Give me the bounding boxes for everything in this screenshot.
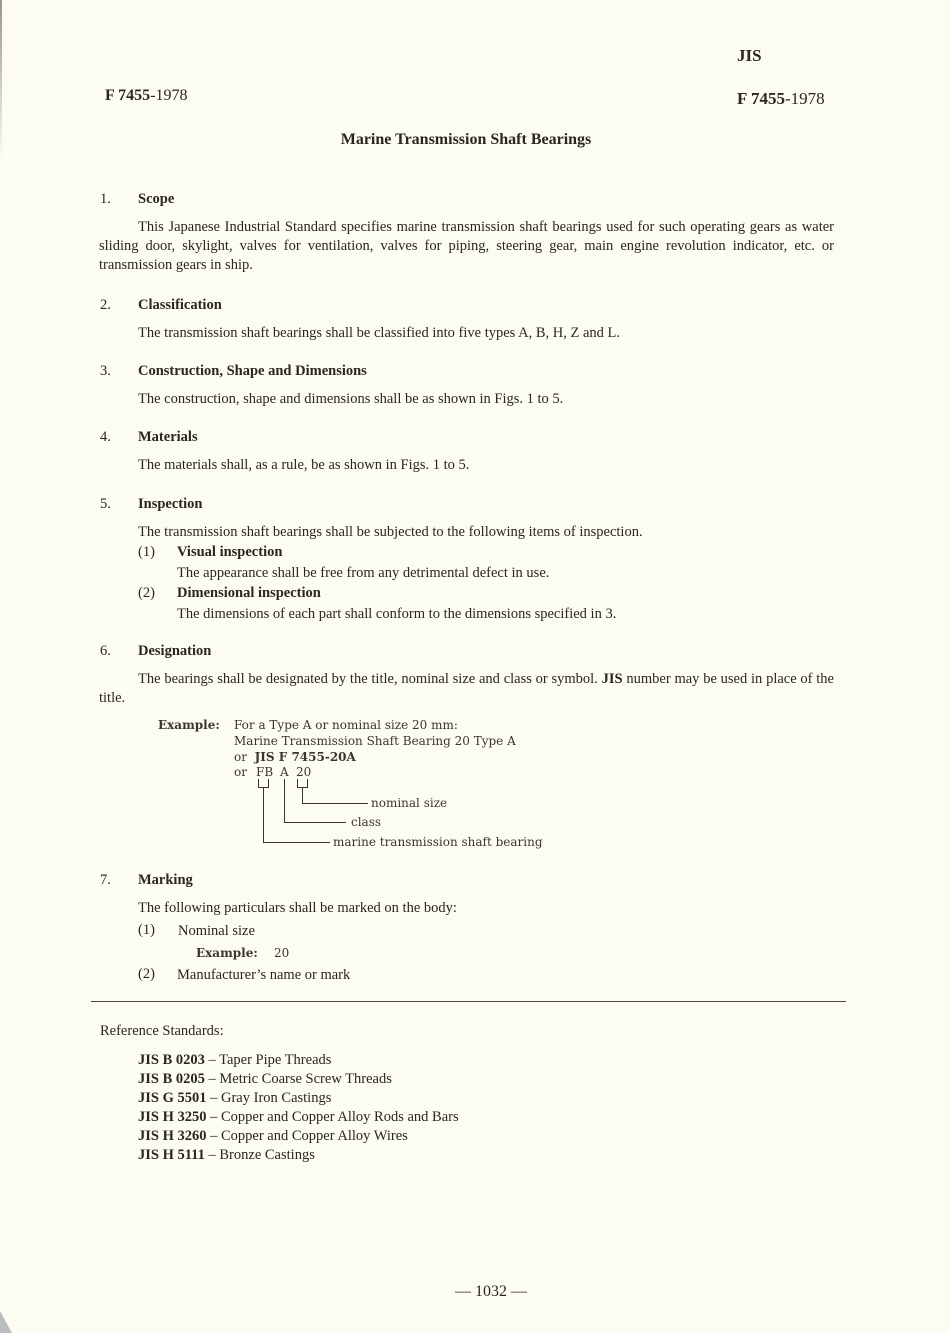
designation-or-2: or	[234, 765, 247, 779]
section-7-title: Marking	[138, 872, 193, 888]
reference-item	[138, 1071, 392, 1088]
inspection-item-2-title: Dimensional inspection	[177, 585, 321, 601]
reference-title: Gray Iron Castings	[221, 1090, 332, 1106]
designation-or-1: or	[234, 750, 247, 764]
reference-item	[138, 1147, 315, 1164]
reference-dash: –	[208, 1147, 216, 1163]
section-6-number: 6.	[100, 643, 111, 659]
section-5-number: 5.	[100, 496, 111, 512]
callout-bearing: marine transmission shaft bearing	[333, 835, 543, 849]
reference-code: JIS B 0203	[138, 1052, 205, 1068]
reference-dash: –	[208, 1071, 216, 1087]
section-5-title: Inspection	[138, 496, 203, 512]
header-left-code-number: F 7455	[105, 87, 151, 104]
section-6-body-pre: The bearings shall be designated by the title, nominal size and class or symbol.	[138, 671, 598, 687]
reference-item	[138, 1052, 331, 1069]
section-4-body: The materials shall, as a rule, be as shown in Figs. 1 to 5.	[138, 457, 470, 473]
section-4-number: 4.	[100, 429, 111, 445]
header-right-code-year: -1978	[785, 89, 825, 108]
reference-standards-heading: Reference Standards:	[100, 1023, 224, 1039]
section-5-body: The transmission shaft bearings shall be subjected to the following items of inspection.	[138, 524, 643, 540]
section-3-body: The construction, shape and dimensions shall be as shown in Figs. 1 to 5.	[138, 391, 564, 407]
inspection-item-2-body: The dimensions of each part shall conform to the dimensions specified in 3.	[177, 606, 617, 622]
designation-symbol-fb: FB	[256, 765, 274, 779]
reference-title: Taper Pipe Threads	[219, 1052, 332, 1068]
section-4-title: Materials	[138, 429, 198, 445]
section-6-body-jis: JIS	[601, 671, 623, 687]
reference-code: JIS H 3260	[138, 1128, 207, 1144]
section-divider	[91, 1001, 846, 1002]
section-3-number: 3.	[100, 363, 111, 379]
reference-code: JIS H 3250	[138, 1109, 207, 1125]
section-1-body: This Japanese Industrial Standard specifies marine transmission shaft bearings used for such operating gears as water sliding door, skylight, valves for ventilation, valves for piping, steering gear, main engine revolution indicator, etc. or transmission gears in ship.	[99, 219, 834, 273]
section-2-body: The transmission shaft bearings shall be classified into five types A, B, H, Z and L.	[138, 325, 621, 341]
inspection-item-1-title: Visual inspection	[177, 544, 283, 560]
section-3-title: Construction, Shape and Dimensions	[138, 363, 367, 379]
section-7-number: 7.	[100, 872, 111, 888]
reference-title: Copper and Copper Alloy Wires	[221, 1128, 408, 1144]
designation-symbol-size: 20	[296, 765, 312, 779]
marking-example-value: 20	[274, 946, 290, 960]
reference-code: JIS B 0205	[138, 1071, 205, 1087]
designation-example-line1: For a Type A or nominal size 20 mm:	[234, 718, 458, 732]
reference-item	[138, 1128, 408, 1145]
designation-example-label: Example:	[158, 718, 220, 732]
marking-item-2-number: (2)	[138, 966, 155, 982]
reference-title: Metric Coarse Screw Threads	[219, 1071, 392, 1087]
section-7-body: The following particulars shall be marked on the body:	[138, 900, 457, 916]
callout-class: class	[351, 815, 382, 829]
marking-item-1-number: (1)	[138, 922, 155, 938]
page-corner-fold	[0, 1311, 12, 1333]
marking-example-label: Example:	[196, 946, 258, 960]
designation-symbol-class: A	[280, 765, 289, 779]
designation-jis-code: JIS F 7455-20A	[254, 750, 356, 764]
inspection-item-1-number: (1)	[138, 544, 155, 560]
jis-brand: JIS	[737, 46, 762, 65]
section-6-body	[99, 670, 834, 708]
header-right-code-number: F 7455	[737, 89, 786, 108]
inspection-item-1-body: The appearance shall be free from any detrimental defect in use.	[177, 565, 550, 581]
header-left-code	[105, 87, 188, 105]
callout-nominal-size: nominal size	[371, 796, 448, 810]
designation-example-line3	[234, 750, 356, 764]
reference-code: JIS G 5501	[138, 1090, 207, 1106]
header-right-code	[737, 89, 825, 109]
reference-item	[138, 1090, 331, 1107]
marking-item-1-text: Nominal size	[178, 923, 255, 939]
reference-dash: –	[210, 1128, 218, 1144]
section-1-number: 1.	[100, 191, 111, 207]
reference-dash: –	[210, 1109, 218, 1125]
reference-title: Copper and Copper Alloy Rods and Bars	[221, 1109, 459, 1125]
page-number: — 1032 —	[455, 1283, 527, 1300]
marking-item-2-text: Manufacturer’s name or mark	[177, 967, 351, 983]
section-1-title: Scope	[138, 191, 175, 207]
reference-dash: –	[210, 1090, 218, 1106]
reference-dash: –	[208, 1052, 216, 1068]
reference-item	[138, 1109, 459, 1126]
designation-example-line2: Marine Transmission Shaft Bearing 20 Type A	[234, 734, 516, 748]
section-6-title: Designation	[138, 643, 212, 659]
document-title: Marine Transmission Shaft Bearings	[340, 131, 592, 148]
section-2-title: Classification	[138, 297, 222, 313]
reference-title: Bronze Castings	[219, 1147, 315, 1163]
inspection-item-2-number: (2)	[138, 585, 155, 601]
reference-code: JIS H 5111	[138, 1147, 205, 1163]
header-left-code-year: -1978	[150, 87, 188, 104]
section-6-body-post: number may be used in place of the title.	[99, 671, 834, 706]
section-2-number: 2.	[100, 297, 111, 313]
